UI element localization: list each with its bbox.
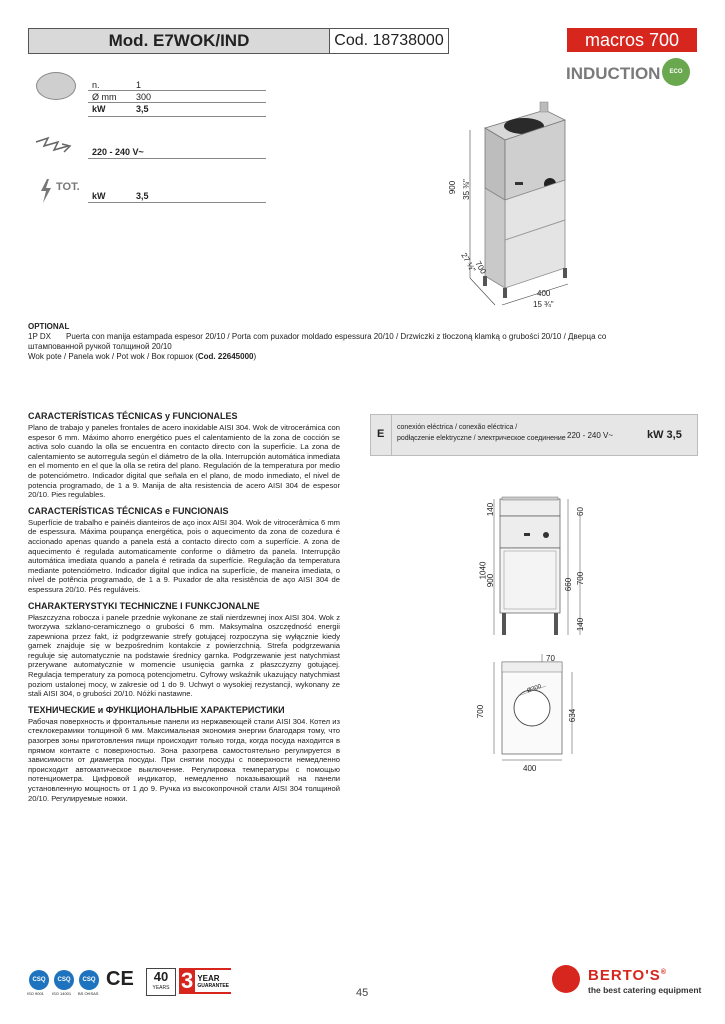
section-title: CHARAKTERYSTYKI TECHNICZNE I FUNKCJONALNE bbox=[28, 600, 260, 611]
warranty-line1: YEAR bbox=[197, 973, 220, 983]
dim-top-700: 700 bbox=[476, 704, 486, 719]
electrical-code: E bbox=[377, 428, 385, 440]
brand-text: BERTO'S bbox=[588, 967, 661, 984]
series-badge: macros 700 bbox=[567, 28, 697, 52]
power-label: kW bbox=[92, 104, 106, 114]
optional-block bbox=[28, 322, 648, 362]
csq-cert-icon: CSQ bbox=[29, 970, 49, 990]
section-title: CARACTERÍSTICAS TÉCNICAS e FUNCIONAIS bbox=[28, 505, 229, 516]
total-power-value: 3,5 bbox=[136, 191, 149, 201]
zone-count-value: 1 bbox=[136, 80, 142, 90]
spec-divider bbox=[88, 90, 266, 91]
dim-front-140-bottom: 140 bbox=[576, 617, 586, 632]
eco-badge-icon: ECO bbox=[662, 58, 690, 86]
header-rule bbox=[28, 53, 448, 54]
csq-cert-icon: CSQ bbox=[54, 970, 74, 990]
optional-line bbox=[28, 352, 648, 362]
dim-front-60: 60 bbox=[575, 507, 585, 516]
years-caption: YEARS bbox=[152, 985, 170, 991]
electric-plug-icon bbox=[34, 134, 74, 160]
electrical-voltage: 220 - 240 V~ bbox=[567, 431, 614, 440]
dim-front-140-top: 140 bbox=[486, 502, 496, 517]
induction-label: INDUCTION bbox=[566, 64, 661, 83]
dim-top-400: 400 bbox=[523, 764, 537, 773]
optional-text: Puerta con manija estampada espesor 20/10 / Porta com puxador moldado espessura 20/10 / Drzwiczki z tłoczoną klamką o grubości 20/10 / Дверца со штампованной ручкой толщиной 20/10 bbox=[28, 332, 607, 351]
dim-height-in: 35 ⅜" bbox=[461, 179, 471, 200]
electrical-table bbox=[370, 414, 698, 456]
brand-name bbox=[588, 967, 667, 984]
section-body: Рабочая поверхность и фронтальные панели из нержавеющей стали AISI 304. Котел из стеклокерамики толщиной 6 мм. Максимальная экономия энергии благодаря тому, что разогрев зоны приготовления пищи происходит только тогда, когда посуда находится в прямом контакте с поверхностью. Зона разогрева самостоятельно регулируется в зависимости от диаметра посуды. При снятии посуды с поверхности немедленно происходит автоматическое выключение. Регулировка температуры с помощью потенциометра. Цифровой индикатор, немедленно показывающий на панели установленную мощность от 1 до 9. Ручка из высокопрочной стали AISI 304 толщиной 20/10. Регулируемые ножки. bbox=[28, 716, 340, 803]
dim-front-700: 700 bbox=[576, 571, 586, 586]
electrical-power: kW 3,5 bbox=[647, 429, 682, 441]
bertos-logo-icon bbox=[552, 965, 580, 993]
front-view-drawing bbox=[480, 495, 590, 640]
brand-tagline: the best catering equipment bbox=[588, 985, 702, 995]
top-view-drawing bbox=[488, 650, 588, 765]
power-value: 3,5 bbox=[136, 104, 149, 114]
optional-code: 1P DX bbox=[28, 332, 51, 341]
cert-caption: ISO 9001 bbox=[27, 991, 44, 996]
optional-code: Cod. 22645000 bbox=[197, 352, 254, 361]
control-knob-icon bbox=[543, 532, 549, 538]
years-number: 40 bbox=[153, 969, 169, 984]
dim-width-mm: 400 bbox=[537, 289, 551, 298]
section-body: Plano de trabajo y paneles frontales de acero inoxidable AISI 304. Wok de vitrocerámica con espesor 6 mm. Máximo ahorro energético pues el calentamiento de la zona de cocción se activa solo cuando la olla se encuentra en contacto directo con la superficie. La zona de calentamiento se autorregula según el diámetro de la olla. Interrupción automática inmediata en el momento en el que la olla se retira del plano. Regulación de la temperatura por medio de potenciómetro. Indicador digital que señala en el plano, de modo inmediato, el nivel de potencia programado, de 1 a 9. Manija de alta resistencia de acero AISI 304 de espesor 20/10. Pies regulables. bbox=[28, 423, 340, 500]
page-number: 45 bbox=[356, 987, 369, 999]
spec-divider bbox=[88, 158, 266, 159]
optional-title: OPTIONAL bbox=[28, 322, 70, 331]
description-column bbox=[28, 411, 340, 809]
diameter-value: 300 bbox=[136, 92, 152, 102]
warranty-number: 3 bbox=[181, 968, 194, 993]
dim-height-mm: 900 bbox=[448, 180, 458, 195]
diameter-label: Ø mm bbox=[92, 92, 117, 102]
electrical-label-1: conexión eléctrica / conexão eléctrica / bbox=[397, 424, 518, 431]
cert-caption: ISO 14001 bbox=[52, 991, 72, 996]
section-title: CARACTERÍSTICAS TÉCNICAS y FUNCIONALES bbox=[28, 411, 238, 421]
dim-front-900: 900 bbox=[486, 573, 496, 588]
csq-cert-icon: CSQ bbox=[79, 970, 99, 990]
warranty-badge bbox=[179, 968, 231, 994]
total-power-label: kW bbox=[92, 191, 106, 201]
years-badge bbox=[146, 968, 176, 996]
dim-depth-mm: 700 bbox=[473, 259, 488, 276]
section-body: Płaszczyzna robocza i panele przednie wykonane ze stali nierdzewnej inox AISI 304. Wok z tworzywa szklano-ceramicznego o grubości 6 mm. Maksymalna oszczędność energii zapewniona przez fakt, iż podgrzewanie strefy gotującej rozpoczyna się wyłącznie kiedy garnek znajduje się w bezpośrednim kontakcie z powierzchnią. Strefa podgrzewania reguluje się automatycznie na podstawie średnicy garnka. Podgrzewanie jest natychmiast przerywane automatycznie w momencie usunięcia garnka z płaszczyzny gotującej. Regulacja temperatury za pomocą potencjometru. Cyfrowy wskaźnik ukazujący natychmiast poziom ustalonej mocy, w zakresie od 1 do 9. Uchwyt o wysokiej rezystancji, wykonany ze stali AISI 304, o grubości 20/10. Nóżki nastawne. bbox=[28, 612, 340, 699]
cert-caption: BS OHSAS bbox=[78, 991, 99, 996]
optional-line bbox=[28, 332, 648, 352]
voltage-value: 220 - 240 V~ bbox=[92, 147, 144, 157]
table-divider bbox=[391, 415, 392, 455]
dim-depth-in: 27 ½" bbox=[459, 251, 478, 274]
spec-divider bbox=[88, 102, 266, 103]
section-body: Superfície de trabalho e painéis dianteiros de aço inox AISI 304. Wok de vitrocerâmica 6 mm de espessura. Máxima poupança energética, pois o aquecimento da zona de cozedura é accionado apenas quando a panela está a contacto directo com a superfície. A zona de aquecimento é regulada automaticamente conforme o diâmetro da panela. Interrupção automática imediata quando a panela é retirada da superfície. Regulação da temperatura mediante potenciómetro. Indicador digital que indica na superfície, de maneira imediata, o nível de potência programado, de 1 a 9. Puxador de alta resistência de aço AISI 304 de espessura 20/10. Pés reguláveis. bbox=[28, 517, 340, 594]
dim-top-diameter: Ø300 bbox=[526, 683, 543, 695]
total-label: TOT. bbox=[56, 181, 80, 193]
zone-count-label: n. bbox=[92, 80, 100, 90]
section-title: ТЕХНИЧЕСКИЕ и ФУНКЦИОНАЛЬНЫЕ ХАРАКТЕРИСТИКИ bbox=[28, 704, 285, 715]
spec-divider bbox=[88, 202, 266, 203]
product-illustration bbox=[440, 100, 580, 315]
electrical-label-2: podłączenie elektryczne / электрическое соединение bbox=[397, 435, 566, 442]
dim-width-in: 15 ¾" bbox=[533, 300, 554, 309]
dim-front-1040: 1040 bbox=[478, 561, 488, 580]
dim-top-70: 70 bbox=[546, 654, 555, 663]
cooking-zone-icon bbox=[36, 72, 76, 100]
registered-mark: ® bbox=[660, 969, 667, 976]
product-code: Cod. 18738000 bbox=[330, 28, 449, 54]
spec-divider bbox=[88, 116, 266, 117]
dim-front-660: 660 bbox=[564, 577, 574, 592]
warranty-line2: GUARANTEE bbox=[197, 982, 229, 989]
dim-top-634: 634 bbox=[568, 708, 578, 723]
total-power-icon bbox=[38, 178, 54, 204]
model-title: Mod. E7WOK/IND bbox=[28, 28, 330, 54]
ce-mark-icon: CE bbox=[106, 968, 134, 990]
optional-text-end: ) bbox=[253, 352, 257, 361]
optional-text: Wok pote / Panela wok / Pot wok / Вок горшок ( bbox=[28, 352, 198, 361]
